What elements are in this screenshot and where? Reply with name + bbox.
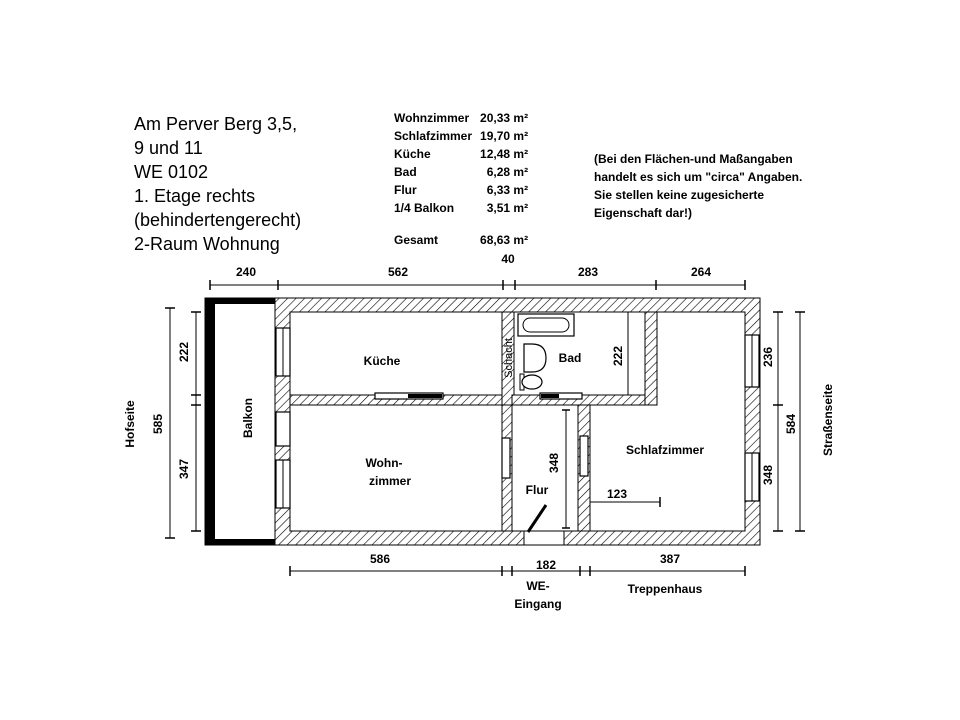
- room-area: 20,33 m²: [480, 111, 529, 125]
- room-label-flur: Flur: [525, 483, 549, 497]
- room-area: 19,70 m²: [480, 129, 529, 143]
- room-area: 6,33 m²: [486, 183, 529, 197]
- room-label-bad: Bad: [558, 351, 582, 365]
- dimension-left: [151, 308, 201, 538]
- total-label: Gesamt: [394, 233, 439, 247]
- sink: [524, 344, 546, 372]
- address-line: 9 und 11: [134, 138, 203, 158]
- unit-number: WE 0102: [134, 162, 209, 182]
- door-schlaf: [580, 436, 588, 476]
- room-name: 1/4 Balkon: [394, 201, 455, 215]
- dim-right-inner-2: 348: [761, 464, 775, 486]
- dim-right-outer: 584: [784, 413, 798, 435]
- dim-left-inner-2: 347: [177, 458, 191, 480]
- wall-bad-bottom: [512, 395, 657, 405]
- room-label-wohnzimmer-2: zimmer: [368, 474, 412, 488]
- floor-info: 1. Etage rechts: [134, 186, 256, 206]
- room-area: 12,48 m²: [480, 147, 529, 161]
- room-name: Flur: [394, 183, 417, 197]
- entrance-label-1: WE-: [526, 579, 550, 593]
- dim-top-5: 264: [690, 265, 712, 279]
- wall-bad-schlaf: [645, 312, 657, 405]
- dim-flur: 348: [547, 452, 561, 474]
- door-living: [502, 438, 510, 478]
- dimension-bottom: [290, 552, 745, 576]
- dimension-flur: [547, 410, 570, 528]
- note-line: Sie stellen keine zugesicherte: [594, 188, 765, 202]
- room-label-kueche: Küche: [363, 354, 401, 368]
- balcony-top-edge: [205, 298, 275, 304]
- balcony-bottom-edge: [205, 539, 275, 545]
- dimension-schlaf: [590, 487, 660, 507]
- stairs-label: Treppenhaus: [627, 582, 703, 596]
- dimension-bad: [611, 316, 628, 392]
- note-line: (Bei den Flächen-und Maßangaben: [594, 152, 793, 166]
- room-label-schlafzimmer: Schlafzimmer: [625, 443, 705, 457]
- total-value: 68,63 m²: [480, 233, 529, 247]
- dimension-top: [210, 252, 745, 290]
- room-name: Wohnzimmer: [394, 111, 470, 125]
- dim-bottom-1: 586: [369, 552, 391, 566]
- door-bad-leaf: [541, 394, 559, 398]
- room-label-schacht: Schacht: [503, 338, 515, 378]
- dim-bad: 222: [611, 345, 625, 367]
- room-label-balkon: Balkon: [241, 397, 255, 439]
- window-living-1: [276, 412, 290, 446]
- dim-bottom-2: 182: [535, 558, 557, 572]
- room-name: Bad: [394, 165, 417, 179]
- address-line: Am Perver Berg 3,5,: [134, 114, 298, 134]
- toilet: [522, 375, 542, 389]
- dim-left-inner-1: 222: [177, 341, 191, 363]
- dimension-right: [761, 312, 805, 531]
- apartment-type: 2-Raum Wohnung: [134, 234, 280, 254]
- door-entrance: [524, 531, 564, 545]
- note-line: Eigenschaft dar!): [594, 206, 693, 220]
- dim-top-4: 283: [577, 265, 599, 279]
- dim-right-inner-1: 236: [761, 346, 775, 368]
- door-entrance-swing: [528, 505, 546, 532]
- side-label-strassenseite: Straßenseite: [821, 383, 835, 457]
- dim-left-outer: 585: [151, 413, 165, 435]
- bathtub-inner: [523, 318, 569, 332]
- door-kitchen-leaf: [408, 394, 442, 398]
- side-label-hofseite: Hofseite: [123, 400, 137, 448]
- room-area: 6,28 m²: [486, 165, 529, 179]
- balcony-outline: [205, 298, 275, 545]
- room-label-wohnzimmer-1: Wohn-: [365, 456, 403, 470]
- dim-top-2: 562: [387, 265, 409, 279]
- dim-top-1: 240: [235, 265, 257, 279]
- dim-bottom-3: 387: [659, 552, 681, 566]
- dim-schlaf: 123: [606, 487, 628, 501]
- entrance-label-2: Eingang: [514, 597, 562, 611]
- dim-top-3: 40: [501, 252, 515, 266]
- room-name: Schlafzimmer: [394, 129, 473, 143]
- room-name: Küche: [394, 147, 431, 161]
- accessibility-info: (behindertengerecht): [134, 210, 302, 230]
- note-line: handelt es sich um "circa" Angaben.: [594, 170, 803, 184]
- balcony-railing: [205, 298, 215, 545]
- room-area: 3,51 m²: [486, 201, 529, 215]
